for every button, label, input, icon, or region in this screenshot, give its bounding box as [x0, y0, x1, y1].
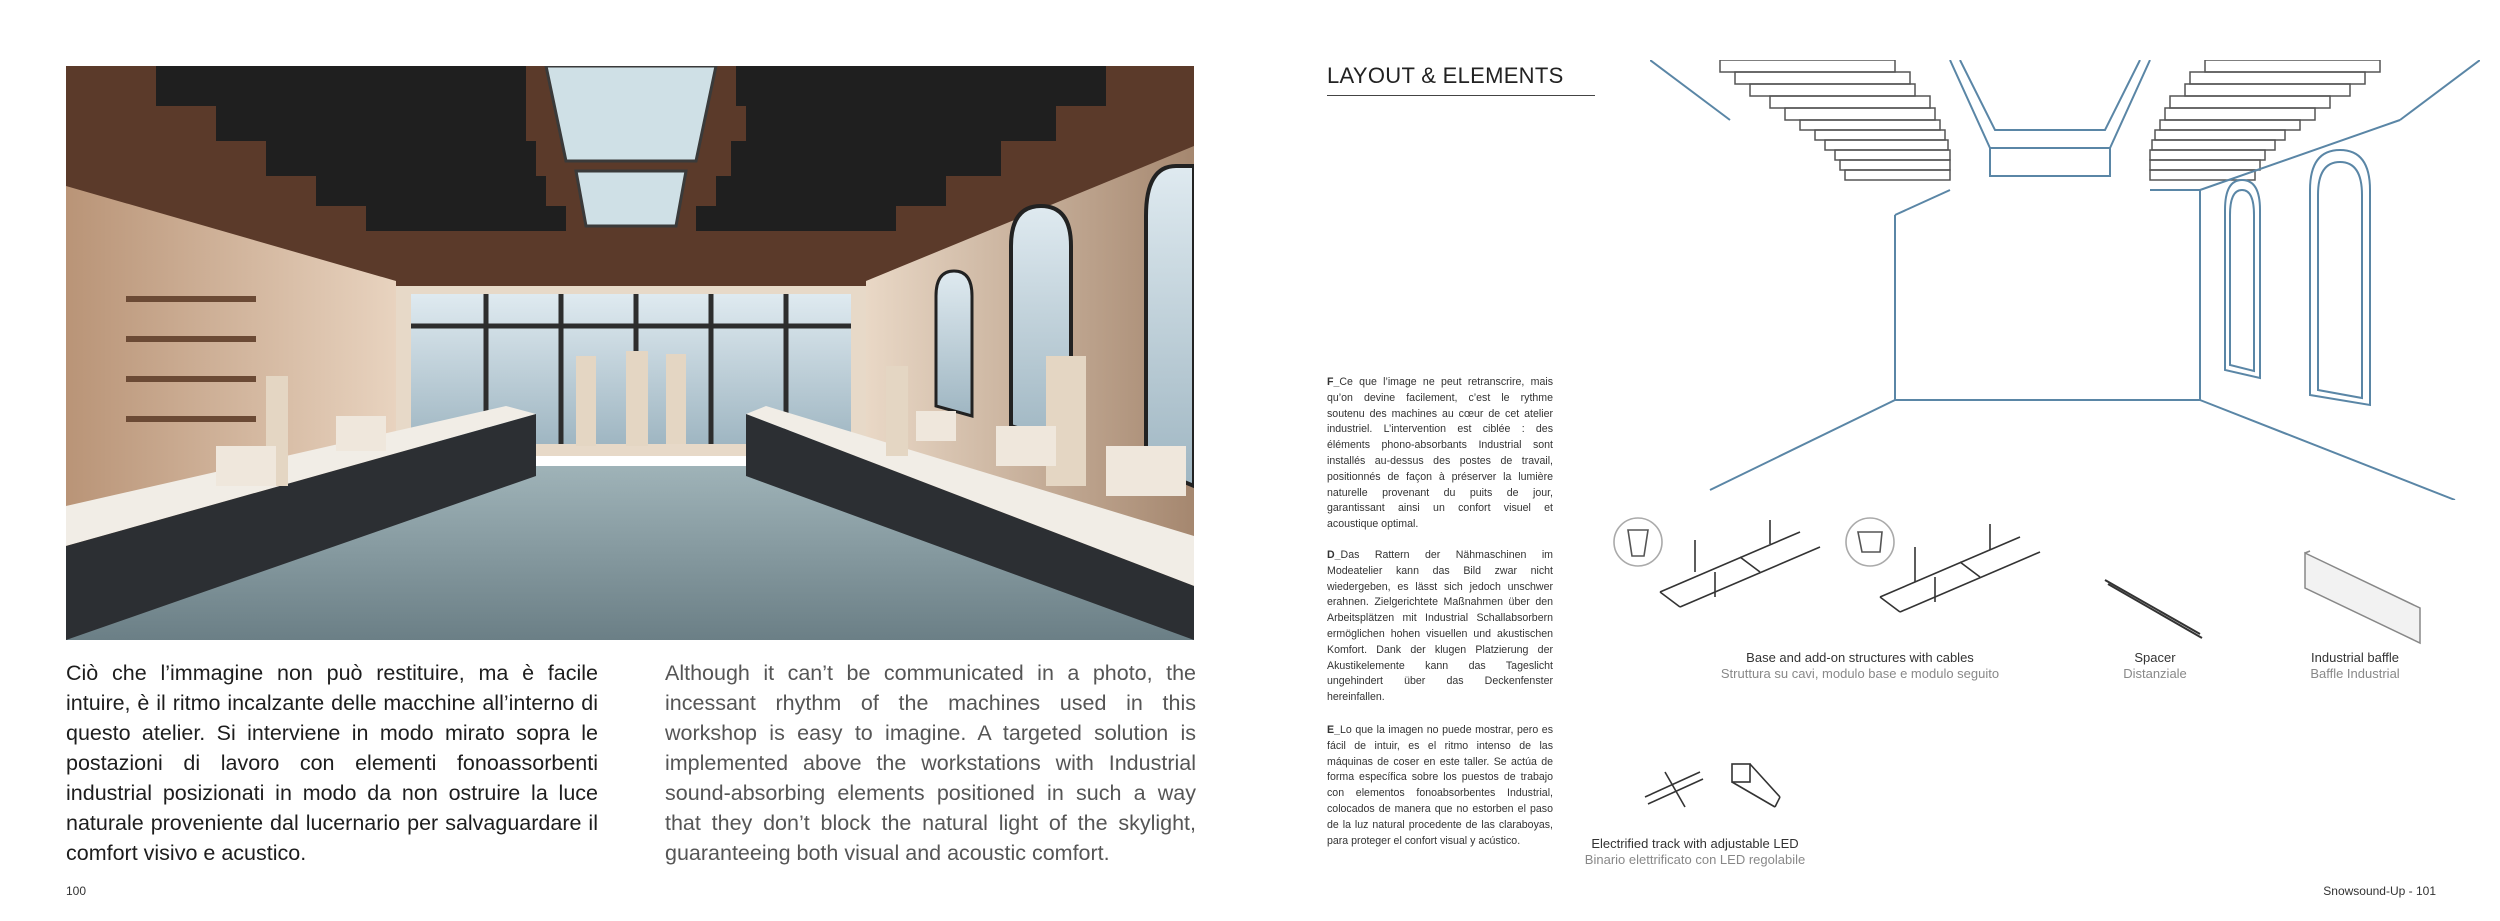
page-number-right: Snowsound-Up - 101	[2323, 884, 2436, 898]
atelier-photo	[66, 66, 1194, 640]
caption-track-sub: Binario elettrificato con LED regolabile	[1584, 852, 1806, 867]
base-structure-illustration	[1600, 512, 2120, 622]
caption-baffle-sub: Baffle Industrial	[2310, 666, 2400, 681]
caption-base-structures	[1680, 650, 2040, 682]
caption-base-title: Base and add-on structures with cables	[1746, 650, 1974, 665]
caption-track-title: Electrified track with adjustable LED	[1591, 836, 1799, 851]
text-french	[1327, 375, 1553, 533]
section-title: LAYOUT & ELEMENTS	[1327, 63, 1564, 88]
lang-label-fr: F_	[1327, 376, 1340, 388]
text-german	[1327, 548, 1553, 706]
caption-spacer-title: Spacer	[2134, 650, 2176, 665]
caption-baffle-title: Industrial baffle	[2311, 650, 2399, 665]
caption-spacer	[2080, 650, 2230, 682]
spacer-illustration	[2100, 572, 2210, 642]
lang-label-es: E_	[1327, 724, 1340, 736]
caption-base-sub: Struttura su cavi, modulo base e modulo seguito	[1720, 666, 2000, 681]
caption-baffle	[2270, 650, 2440, 682]
text-french-body: Ce que l’image ne peut retranscrire, mais qu’on devine facilement, c’est le rythme soutenu des machines au cœur de cet atelier industriel. L’intervention est ciblée : des éléments phono-absorbants Industrial sont installés au-dessus des postes de travail, positionnés de façon à préserver la lumière naturelle provenant du puits de jour, garantissant ainsi un confort visuel et acoustique optimal.	[1327, 376, 1553, 531]
body-text-italian: Ciò che l’immagine non può restituire, ma è facile intuire, è il ritmo incalzante delle macchine all’interno di questo atelier. Si interviene in modo mirato sopra le postazioni di lavoro con elementi fonoassorbenti industrial posizionati in modo da non ostruire la luce naturale proveniente dal lucernario per salvaguardare il comfort visivo e acustico.	[66, 661, 598, 865]
body-text-english: Although it can’t be communicated in a photo, the incessant rhythm of the machines used in this workshop is easy to imagine. A targeted solution is implemented above the workstations with Industrial sound-absorbing elements positioned in such a way that they don’t block the natural light of the skylight, guaranteeing both visual and acoustic comfort.	[665, 661, 1196, 865]
baffle-illustration	[2300, 548, 2430, 648]
caption-track	[1580, 836, 1810, 868]
page-number-left: 100	[66, 884, 87, 898]
room-layout-drawing	[1650, 60, 2480, 500]
text-german-body: Das Rattern der Nähmaschinen im Modeatelier kann das Bild zwar nicht wiedergeben, es lässt sich jedoch unschwer erahnen. Zielgerichtete Maßnahmen über den Arbeitsplätzen mit Industrial Schallabsorbern ermöglichen hohen visuellen und akustischen Komfort. Dank der klugen Platzierung der Akustikelemente kann das Tageslicht ungehindert über das Deckenfenster hereinfallen.	[1327, 549, 1553, 704]
lang-label-de: D_	[1327, 549, 1341, 561]
text-spanish	[1327, 723, 1553, 849]
caption-spacer-sub: Distanziale	[2123, 666, 2187, 681]
text-spanish-body: Lo que la imagen no puede mostrar, pero es fácil de intuir, es el ritmo intenso de las máquinas de coser en este taller. Se actúa de forma específica sobre los puestos de trabajo con elementos fonoabsorbentes Industrial, colocados de manera que no estorben el paso de la luz natural procedente de las claraboyas, para proteger el confort visual y acústico.	[1327, 724, 1553, 847]
track-led-illustration	[1640, 752, 1790, 822]
title-rule	[1327, 95, 1595, 96]
